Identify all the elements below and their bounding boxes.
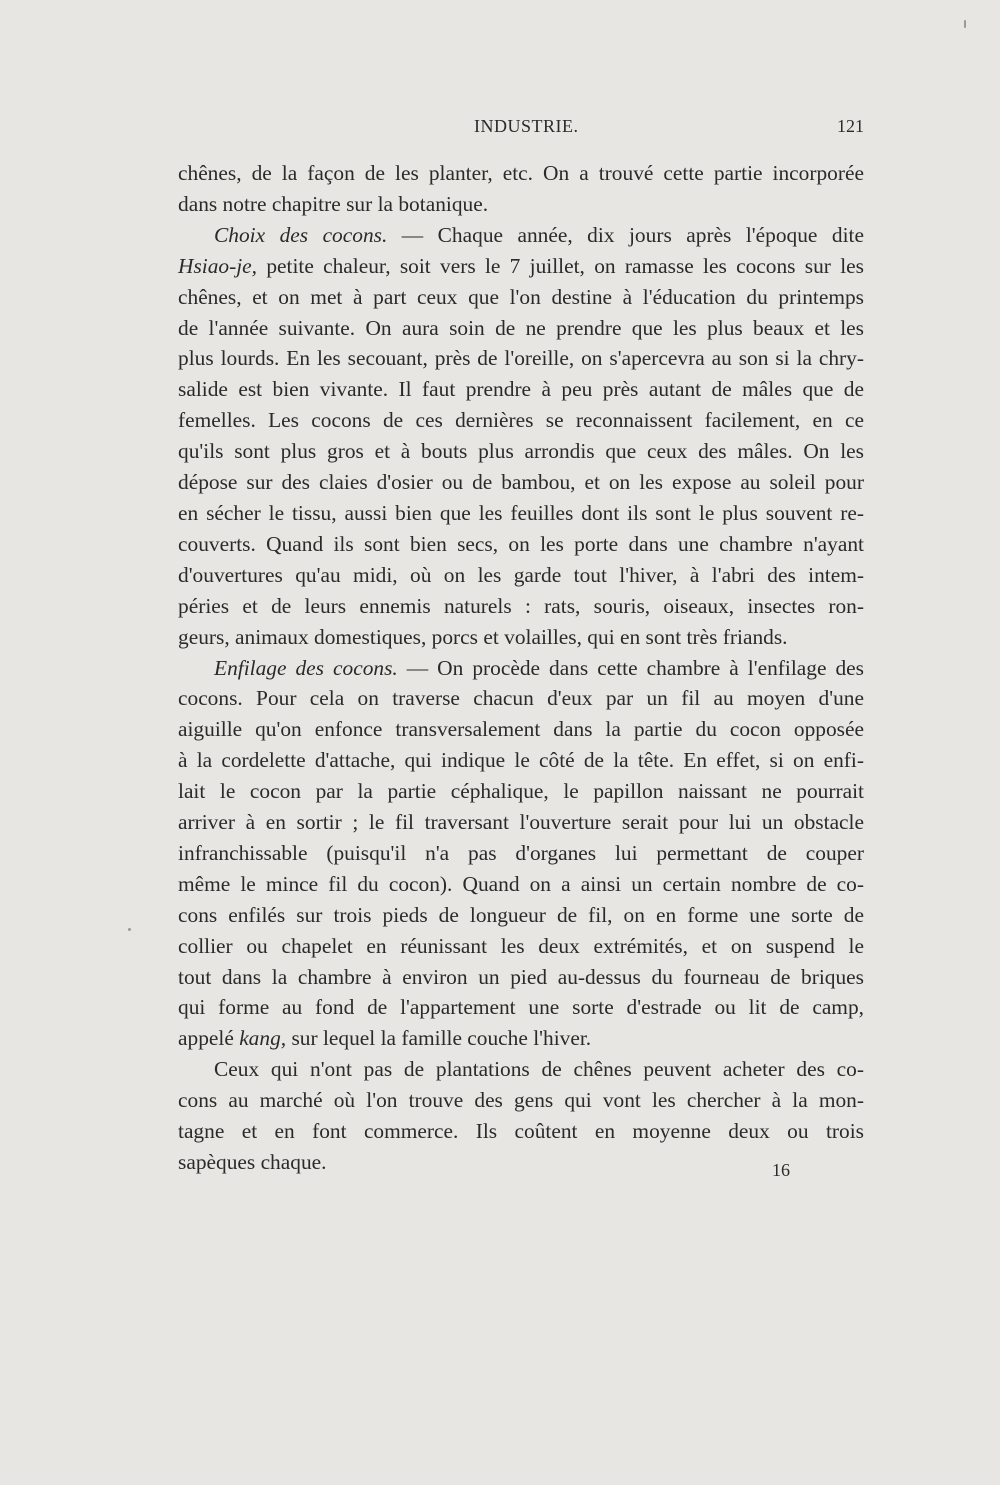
text-line: lait le cocon par la partie céphalique, le papillon naissant ne pourrait [178,779,864,804]
text-line: dépose sur des claies d'osier ou de bambou, et on les expose au soleil pour [178,470,864,495]
text-line: tout dans la chambre à environ un pied au-dessus du fourneau de briques [178,964,864,989]
text-line [178,251,864,282]
body-text [178,158,864,1178]
text-fragment: — Chaque année, dix jours après l'époque dite [401,222,864,247]
text-line: chênes, et on met à part ceux que l'on destine à l'éducation du printemps [178,284,864,309]
text-line: sapèques chaque. [178,1150,327,1174]
text-line: chênes, de la façon de les planter, etc. On a trouvé cette partie incorporée [178,161,864,185]
running-title: INDUSTRIE. [474,116,579,136]
page-header [178,116,864,140]
text-fragment: petite chaleur, soit vers le 7 juillet, on ramasse les cocons sur les [266,253,864,278]
text-line: dans notre chapitre sur la botanique. [178,191,489,216]
paper-speck [964,20,966,28]
text-line: à la cordelette d'attache, qui indique le côté de la tête. En effet, si on enfi- [178,748,864,773]
page-number: 121 [837,116,864,136]
text-line [178,1023,864,1054]
text-line: femelles. Les cocons de ces dernières se reconnaissent facilement, en ce [178,408,864,433]
text-line: qu'ils sont plus gros et à bouts plus arrondis que ceux des mâles. On les [178,439,864,464]
paper-speck [128,928,131,931]
text-fragment: — On procède dans cette chambre à l'enfilage des [406,655,864,680]
text-line: d'ouvertures qu'au midi, où on les garde tout l'hiver, à l'abri des intem- [178,562,864,587]
text-line: geurs, animaux domestiques, porcs et volailles, qui en sont très friands. [178,624,788,649]
text-fragment: appelé [178,1026,234,1051]
text-line: salide est bien vivante. Il faut prendre à peu près autant de mâles que de [178,377,864,402]
text-line [178,653,864,684]
text-line: arriver à en sortir ; le fil traversant l'ouverture serait pour lui un obstacle [178,810,864,835]
text-line: couverts. Quand ils sont bien secs, on les porte dans une chambre n'ayant [178,531,864,556]
text-line: cons enfilés sur trois pieds de longueur de fil, on en forme une sorte de [178,902,864,927]
text-line: qui forme au fond de l'appartement une sorte d'estrade ou lit de camp, [178,995,864,1020]
section-heading-choix: Choix des cocons. [214,222,388,247]
text-line: infranchissable (puisqu'il n'a pas d'organes lui permettant de couper [178,840,864,865]
term-hsiao-je: Hsiao-je, [178,253,258,278]
section-heading-enfilage: Enfilage des cocons. [214,655,398,680]
term-kang: kang, [239,1026,287,1051]
text-line: en sécher le tissu, aussi bien que les feuilles dont ils sont le plus souvent re- [178,500,864,525]
text-line: même le mince fil du cocon). Quand on a ainsi un certain nombre de co- [178,871,864,896]
text-line: Ceux qui n'ont pas de plantations de chênes peuvent acheter des co- [214,1057,864,1082]
text-line: cocons. Pour cela on traverse chacun d'eux par un fil au moyen d'une [178,686,864,711]
text-line: cons au marché où l'on trouve des gens qui vont les chercher à la mon- [178,1088,864,1113]
text-line: plus lourds. En les secouant, près de l'oreille, on s'apercevra au son si la chry- [178,346,864,371]
text-line: collier ou chapelet en réunissant les deux extrémités, et on suspend le [178,933,864,958]
text-line: de l'année suivante. On aura soin de ne prendre que les plus beaux et les [178,315,864,340]
text-line [178,220,864,251]
signature-mark: 16 [772,1160,790,1180]
text-line: aiguille qu'on enfonce transversalement dans la partie du cocon opposée [178,717,864,742]
text-line: tagne et en font commerce. Ils coûtent en moyenne deux ou trois [178,1119,864,1144]
text-fragment: sur lequel la famille couche l'hiver. [291,1026,592,1051]
paragraph-choix-des-cocons [178,220,864,653]
text-line: péries et de leurs ennemis naturels : rats, souris, oiseaux, insectes ron- [178,593,864,618]
paragraph-continuation [178,158,864,220]
paragraph-enfilage-des-cocons [178,653,864,1055]
paragraph-marche [178,1054,864,1178]
